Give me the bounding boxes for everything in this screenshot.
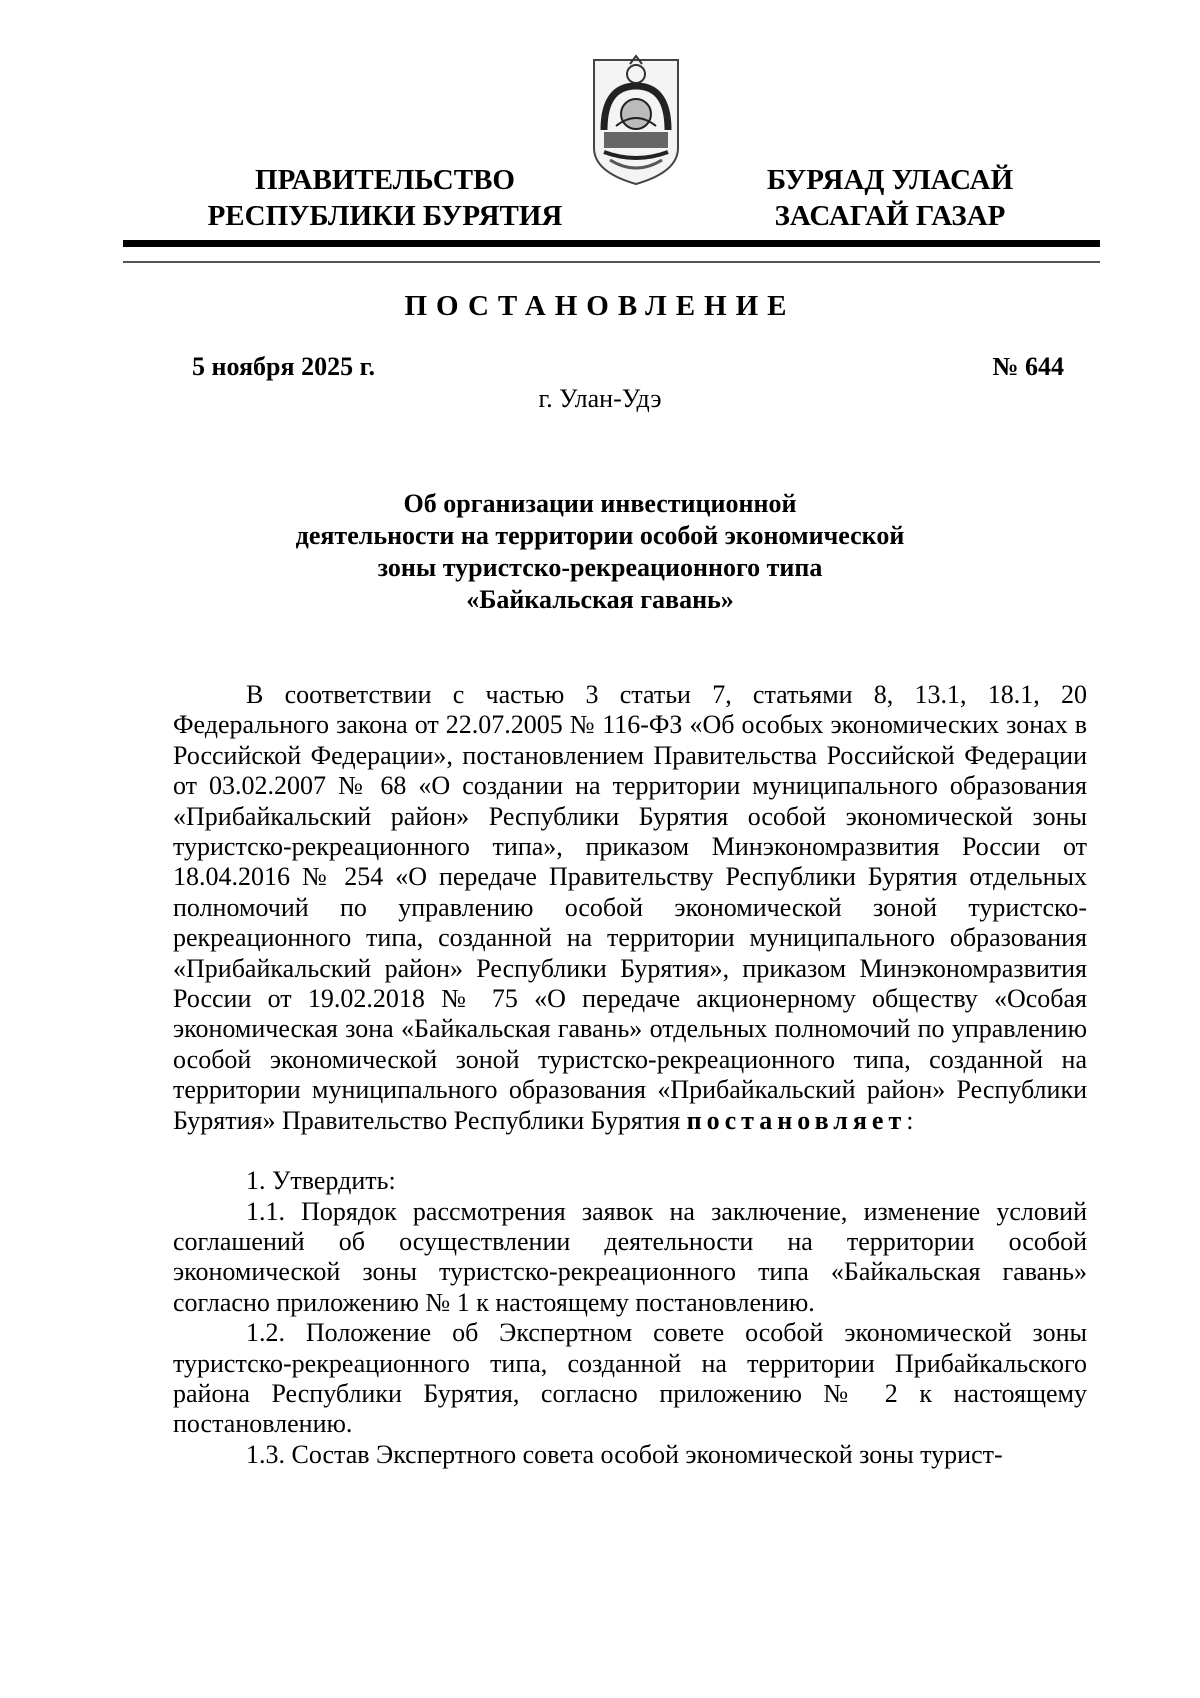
decree-end: : <box>906 1105 914 1135</box>
item-1: 1. Утвердить: <box>246 1166 396 1196</box>
organization-name-buryat <box>740 162 1040 234</box>
document-date: 5 ноября 2025 г. <box>192 352 375 381</box>
item-1-1: 1.1. Порядок рассмотрения заявок на заключение, изменение условий соглашений об осуществлении деятельности на территории особой экономической зоны туристско-рекреационного типа «Байкальская гавань» согласно приложению № 1 к настоящему постановлению. <box>173 1196 1087 1317</box>
document-number: № 644 <box>992 352 1064 381</box>
header-divider-thick <box>123 240 1100 247</box>
item-1-3: 1.3. Состав Экспертного совета особой экономической зоны турист- <box>246 1439 1003 1469</box>
org-right-line-1: БУРЯАД УЛАСАЙ <box>766 164 1014 196</box>
org-right-line-2: ЗАСАГАЙ ГАЗАР <box>774 200 1006 232</box>
org-left-line-1: ПРАВИТЕЛЬСТВО <box>255 164 515 196</box>
document-city: г. Улан-Удэ <box>538 384 662 413</box>
coat-of-arms-icon <box>590 52 682 188</box>
preamble-paragraph <box>173 680 1087 1136</box>
item-1-2: 1.2. Положение об Экспертном совете особой экономической зоны туристско-рекреационного типа, созданной на территории Прибайкальского района Республики Бурятия, согласно приложению № 2 к настоящему постановлению. <box>173 1318 1087 1439</box>
header-divider-thin <box>123 261 1100 263</box>
org-left-line-2: РЕСПУБЛИКИ БУРЯТИЯ <box>207 200 563 232</box>
organization-name-russian <box>190 162 580 234</box>
decree-word: постановляет <box>686 1105 907 1135</box>
preamble-text: В соответствии с частью 3 статьи 7, статьями 8, 13.1, 18.1, 20 Федерального закона от 22.07.2005 № 116-ФЗ «Об особых экономических зонах в Российской Федерации», постановлением Правительства Российской Федерации от 03.02.2007 № 68 «О создании на территории муниципального образования «Прибайкальский район» Республики Бурятия особой экономической зоны туристско-рекреационного типа», приказом Минэкономразвития России от 18.04.2016 № 254 «О передаче Правительству Республики Бурятия отдельных полномочий по управлению особой экономической зоной туристско-рекреационного типа, созданной на территории муниципального образования «Прибайкальский район» Республики Бурятия», приказом Минэкономразвития России от 19.02.2018 № 75 «О передаче акционерному обществу «Особая экономическая зона «Байкальская гавань» отдельных полномочий по управлению особой экономической зоной туристско-рекреационного типа, созданной на территории муниципального образования «Прибайкальский район» Республики Бурятия» Правительство Республики Бурятия <box>173 680 1087 1135</box>
document-body <box>173 680 1087 1470</box>
document-title: Об организации инвестиционной деятельности на территории особой экономической зоны туристско-рекреационного типа «Байкальская гавань» <box>295 489 905 614</box>
document-type: ПОСТАНОВЛЕНИЕ <box>404 290 796 322</box>
